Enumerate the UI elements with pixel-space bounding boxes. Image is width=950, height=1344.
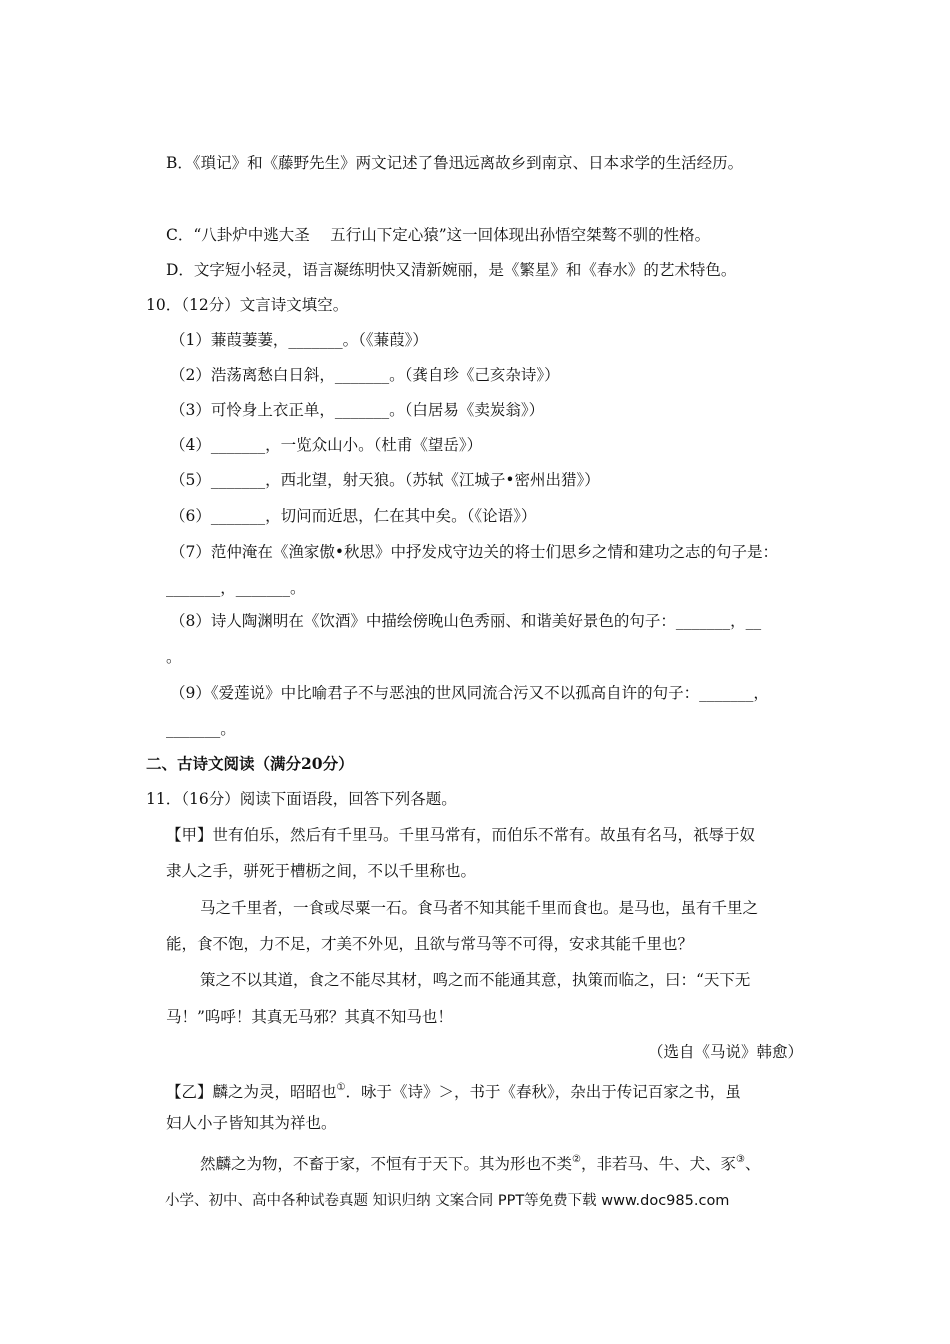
yi-line-1-b: ．咏于《诗》＞，书于《春秋》，杂出于传记百家之书，虽	[345, 1083, 741, 1101]
jia-line-6: 马！”呜呼！其真无马邪？其真不知马也！	[166, 1008, 453, 1026]
q10-item-2: （2）浩荡离愁白日斜，_______。（龚自珍《己亥杂诗》）	[170, 366, 560, 384]
option-d: D．文字短小轻灵，语言凝练明快又清新婉丽，是《繁星》和《春水》的艺术特色。	[166, 261, 737, 279]
q10-item-1: （1）蒹葭萋萋，_______。（《蒹葭》）	[170, 331, 428, 349]
q10-item-8: （8）诗人陶渊明在《饮酒》中描绘傍晚山色秀丽、和谐美好景色的句子：_______，__	[170, 612, 762, 630]
q10-item-8-end: 。	[166, 648, 182, 666]
yi-line-3-a: 然麟之为物，不畜于家，不恒有于天下。其为形也不类	[200, 1155, 573, 1173]
page-footer: 小学、初中、高中各种试卷真题 知识归纳 文案合同 PPT等免费下载 www.doc985.com	[165, 1193, 730, 1209]
q10-item-7-blanks: _______，_______。	[166, 579, 306, 597]
yi-line-3-c: 、	[744, 1155, 761, 1173]
question-11-title: 11．（16分）阅读下面语段，回答下列各题。	[146, 790, 457, 808]
option-c: C．“八卦炉中逃大圣 五行山下定心猿”这一回体现出孙悟空桀骜不驯的性格。	[166, 226, 711, 244]
jia-source: （选自《马说》韩愈）	[648, 1043, 804, 1061]
footnote-marker-2: ②	[572, 1154, 581, 1165]
yi-line-2: 妇人小子皆知其为祥也。	[166, 1114, 337, 1132]
q10-item-9: （9）《爱莲说》中比喻君子不与恶浊的世风同流合污又不以孤高自许的句子：_______，	[170, 684, 769, 702]
yi-line-1-a: 【乙】麟之为灵，昭昭也	[166, 1083, 337, 1101]
q10-item-3: （3）可怜身上衣正单，_______。（白居易《卖炭翁》）	[170, 401, 545, 419]
yi-line-3	[200, 1149, 760, 1175]
yi-line-3-b: ，非若马、牛、犬、豕	[580, 1155, 736, 1173]
q10-item-4: （4）_______，一览众山小。（杜甫《望岳》）	[170, 436, 483, 454]
q10-item-7: （7）范仲淹在《渔家傲•秋思》中抒发戍守边关的将士们思乡之情和建功之志的句子是：	[170, 543, 779, 561]
jia-line-3: 马之千里者，一食或尽粟一石。食马者不知其能千里而食也。是马也，虽有千里之	[200, 899, 759, 917]
q10-item-5: （5）_______，西北望，射天狼。（苏轼《江城子•密州出猎》）	[170, 471, 600, 489]
question-10-title: 10．（12分）文言诗文填空。	[146, 296, 349, 314]
section-2-heading: 二、古诗文阅读（满分20分）	[146, 754, 354, 773]
q10-item-6: （6）_______，切问而近思，仁在其中矣。（《论语》）	[170, 507, 537, 525]
footnote-marker-3: ③	[736, 1154, 745, 1165]
yi-line-1	[166, 1077, 741, 1103]
jia-line-2: 隶人之手，骈死于槽枥之间，不以千里称也。	[166, 862, 477, 880]
jia-line-5: 策之不以其道，食之不能尽其材，鸣之而不能通其意，执策而临之，曰：“天下无	[200, 971, 751, 989]
q10-item-9-blank: _______。	[166, 720, 236, 738]
option-b: B．《瑣记》和《藤野先生》两文记述了鲁迅远离故乡到南京、日本求学的生活经历。	[166, 154, 744, 172]
footnote-marker-1: ①	[336, 1082, 346, 1093]
jia-line-1: 【甲】世有伯乐，然后有千里马。千里马常有，而伯乐不常有。故虽有名马，祇辱于奴	[166, 826, 756, 844]
jia-line-4: 能，食不饱，力不足，才美不外见，且欲与常马等不可得，安求其能千里也？	[166, 935, 694, 953]
